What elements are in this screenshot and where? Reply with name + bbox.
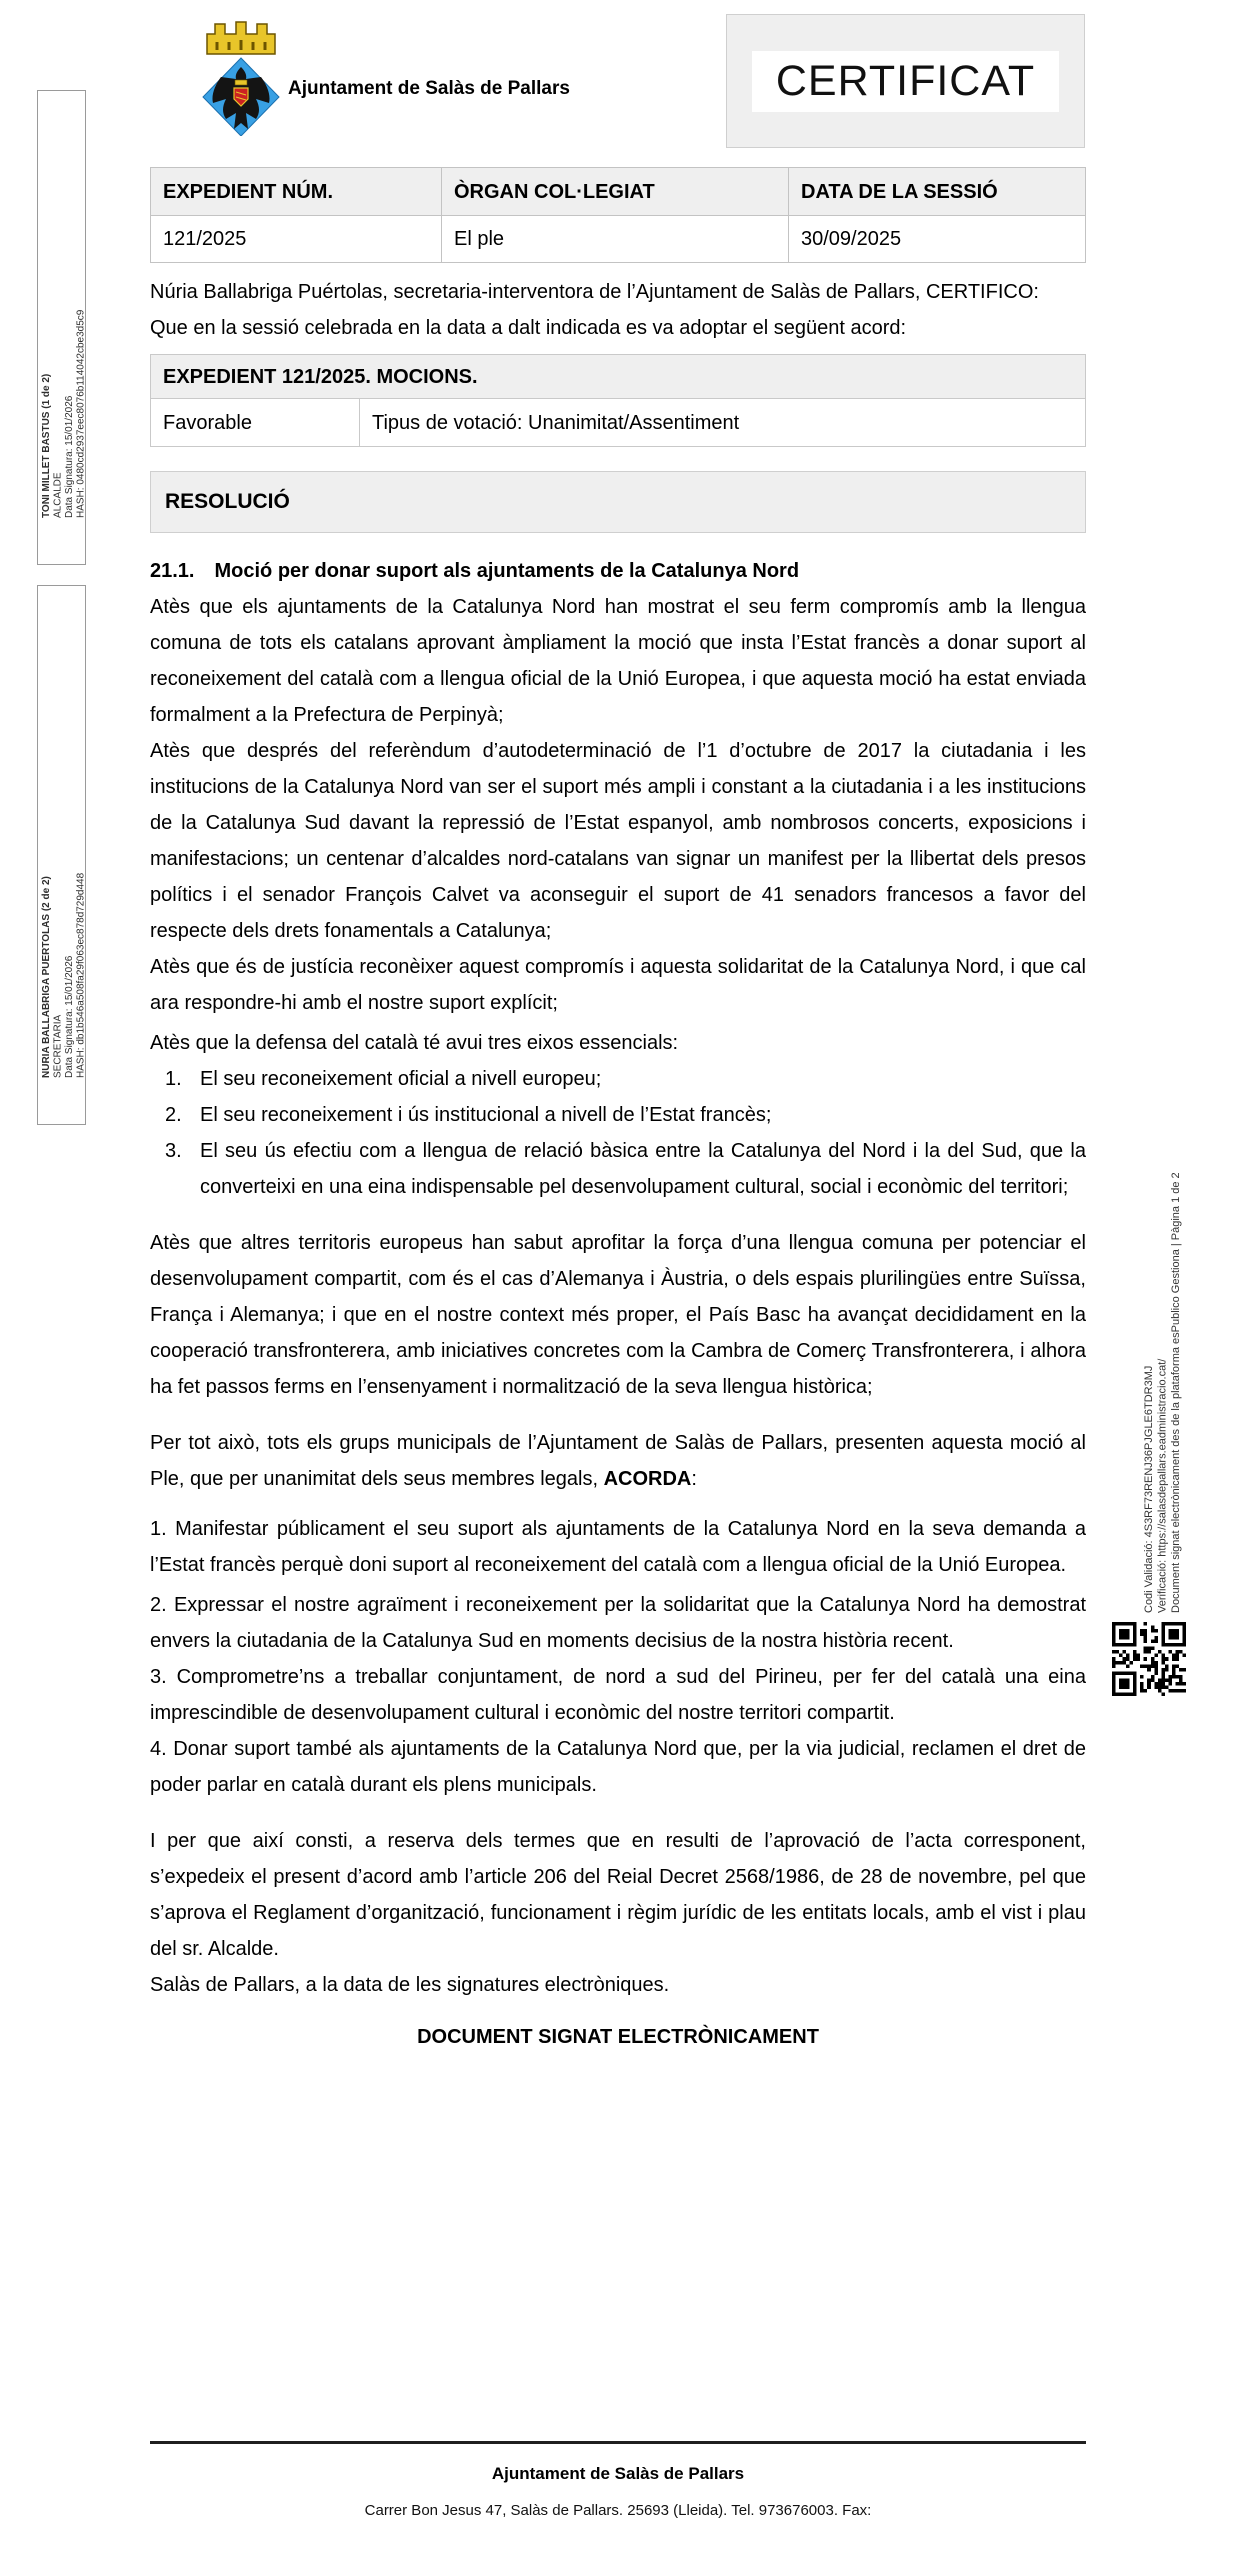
col-session-date: DATA DE LA SESSIÓ xyxy=(789,168,1086,216)
intro-certify-paragraph: Núria Ballabriga Puértolas, secretaria-interventora de l’Ajuntament de Salàs de Pallars, CERTIFICO: xyxy=(150,281,1039,303)
certificate-title-box xyxy=(726,14,1085,148)
agreement-paragraph: 2. Expressar el nostre agraïment i reconeixement per la solidaritat que la Catalunya Nord ha demostrat envers la ciutadania de la Catalunya Sud en moments decisius de la nostra història recent. xyxy=(150,1594,1086,1652)
col-organ: ÒRGAN COL·LEGIAT xyxy=(442,168,789,216)
signature-hash: HASH: db1b546a508fa29f063ec878d729d448 xyxy=(75,872,87,1078)
session-table-header-row xyxy=(151,168,1086,216)
list-item-text: El seu ús efectiu com a llengua de relació bàsica entre la Catalunya del Nord i la del Sud, que la converteixi en una eina indispensable pel desenvolupament cultural, social i econòmic del territori; xyxy=(200,1140,1086,1198)
list-item-number: 2. xyxy=(165,1104,182,1126)
agreement-paragraph: 3. Comprometre’ns a treballar conjuntament, de nord a sud del Pirineu, per fer del català una eina imprescindible de desenvolupament cultural i econòmic del nostre territori compartit. xyxy=(150,1666,1086,1724)
list-item xyxy=(165,1133,1086,1205)
whereas-paragraph: Atès que els ajuntaments de la Catalunya Nord han mostrat el seu ferm compromís amb la llengua comuna de tots els catalans aprovant àmpliament la moció que insta l’Estat francès a donar suport al reconeixement del català com a llengua oficial de la Unió Europea, i que aquesta moció ha estat enviada formalment a la Prefectura de Perpinyà; xyxy=(150,596,1086,726)
signer-role: SECRETARIA xyxy=(52,1014,64,1078)
whereas-paragraph: Atès que és de justícia reconèixer aquest compromís i aquesta solidaritat de la Catalunya Nord, i que cal ara respondre-hi amb el nostre suport explícit; xyxy=(150,956,1086,1014)
closing-paragraph: I per que així consti, a reserva dels termes que en resulti de l’aprovació de l’acta corresponent, s’expedeix el present d’acord amb l’article 206 del Reial Decret 2568/1986, de 28 de novembre, pel que s’aprova el Reglament d’organització, funcionament i règim jurídic de les entitats locals, amb el vist i plau del sr. Alcalde. xyxy=(150,1830,1086,1960)
acorda-paragraph xyxy=(150,1425,1086,1497)
signature-date: Data Signatura: 15/01/2026 xyxy=(64,955,75,1078)
whereas-paragraph: Atès que la defensa del català té avui tres eixos essencials: xyxy=(150,1032,679,1054)
organ-value: El ple xyxy=(442,216,789,263)
signature-stamp-text xyxy=(38,586,85,1124)
list-item-text: El seu reconeixement i ús institucional a nivell de l’Estat francès; xyxy=(200,1104,772,1126)
acorda-after: : xyxy=(691,1468,697,1490)
vote-result: Favorable xyxy=(151,399,360,447)
expedient-title: EXPEDIENT 121/2025. MOCIONS. xyxy=(151,355,1086,399)
signature-stamp-secretary xyxy=(37,585,86,1125)
session-info-table xyxy=(150,167,1086,263)
section-heading xyxy=(150,553,1086,589)
expedient-vote-row xyxy=(151,399,1086,447)
essential-axes-list xyxy=(150,1061,1086,1205)
signer-name: TONI MILLET BASTUS (1 de 2) xyxy=(41,373,52,518)
resolution-box xyxy=(150,471,1086,533)
acorda-keyword: ACORDA xyxy=(603,1468,692,1490)
whereas-paragraph: Atès que altres territoris europeus han sabut aprofitar la força d’una llengua comuna per potenciar el desenvolupament compartit, com és el cas d’Alemanya i Àustria, o dels espais plurilingües entre Suïssa, França i Alemanya; i que en el nostre context més proper, el País Basc ha avançat decididament en la cooperació transfronterera, amb iniciatives concretes com la Cambra de Comerç Transfronterera, i alhora ha fet passos ferms en l’ensenyament i normalització de la seva llengua històrica; xyxy=(150,1232,1086,1398)
agreement-paragraph: 4. Donar suport també als ajuntaments de la Catalunya Nord que, per la via judicial, reclamen el dret de poder parlar en català durant els plens municipals. xyxy=(150,1738,1086,1796)
validation-code: Codi Validació: 4S3RF73RENJ36PJGLE6TDR3MJ xyxy=(1143,1365,1155,1613)
acorda-before: Per tot això, tots els grups municipals de l’Ajuntament de Salàs de Pallars, presenten aquesta moció al Ple, que per unanimitat dels seus membres legals, xyxy=(150,1432,1086,1490)
certificate-title: CERTIFICAT xyxy=(752,51,1059,112)
intro-session-paragraph: Que en la sessió celebrada en la data a dalt indicada es va adoptar el següent acord: xyxy=(150,317,907,339)
validation-margin-text xyxy=(1143,1075,1189,1613)
whereas-paragraph: Atès que després del referèndum d’autodeterminació de l’1 d’octubre de 2017 la ciutadania i les institucions de la Catalunya Nord van ser el suport més ampli i constant a la ciutadania i a les institucions de la Catalunya Sud davant la repressió de l’Estat espanyol, amb nombrosos concerts, exposicions i manifestacions; un centenar d’alcaldes nord-catalans van signar un manifest per la llibertat dels presos polítics i el senador François Calvet va aconseguir el suport de 41 senadors francesos a favor del respecte dels drets fonamentals a Catalunya; xyxy=(150,740,1086,942)
vote-type: Tipus de votació: Unanimitat/Assentiment xyxy=(360,399,1086,447)
session-table-value-row xyxy=(151,216,1086,263)
list-item xyxy=(165,1097,1086,1133)
col-expedient-num: EXPEDIENT NÚM. xyxy=(151,168,442,216)
signer-name: NURIA BALLABRIGA PUERTOLAS (2 de 2) xyxy=(41,876,52,1078)
electronically-signed-notice: DOCUMENT SIGNAT ELECTRÒNICAMENT xyxy=(417,2026,819,2048)
footer-divider xyxy=(150,2441,1086,2444)
expedient-num-value: 121/2025 xyxy=(151,216,442,263)
closing-place-paragraph: Salàs de Pallars, a la data de les signatures electròniques. xyxy=(150,1974,670,1996)
footer-address: Carrer Bon Jesus 47, Salàs de Pallars. 25693 (Lleida). Tel. 973676003. Fax: xyxy=(364,2502,872,2519)
header-org-name: Ajuntament de Salàs de Pallars xyxy=(288,78,570,99)
list-item-number: 1. xyxy=(165,1068,182,1090)
list-item xyxy=(165,1061,1086,1097)
list-item-text: El seu reconeixement oficial a nivell europeu; xyxy=(200,1068,602,1090)
section-title: Moció per donar suport als ajuntaments de la Catalunya Nord xyxy=(214,560,800,582)
resolution-box-title: RESOLUCIÓ xyxy=(165,490,290,513)
footer-org-name: Ajuntament de Salàs de Pallars xyxy=(491,2464,745,2483)
agreement-paragraph: 1. Manifestar públicament el seu suport als ajuntaments de la Catalunya Nord en la seva demanda a l’Estat francès perquè doni suport al reconeixement del català com a llengua oficial de la Unió Europea. xyxy=(150,1518,1086,1576)
signer-role: ALCALDE xyxy=(52,472,64,518)
verification-url: Verificació: https://salasdepallars.eadministracio.cat/ xyxy=(1156,1358,1169,1613)
expedient-result-table xyxy=(150,354,1086,447)
list-item-number: 3. xyxy=(165,1140,182,1162)
coat-of-arms-icon xyxy=(193,12,289,136)
platform-page-note: Document signat electrònicament des de la plataforma esPublico Gestiona | Pàgina 1 de 2 xyxy=(1170,1172,1182,1613)
expedient-title-row xyxy=(151,355,1086,399)
section-number: 21.1. xyxy=(150,560,195,582)
signature-date: Data Signatura: 15/01/2026 xyxy=(64,395,75,518)
signature-stamp-text xyxy=(38,91,85,564)
document-body xyxy=(150,167,1086,2075)
signature-stamp-mayor xyxy=(37,90,86,565)
verification-qr-icon xyxy=(1112,1622,1186,1696)
session-date-value: 30/09/2025 xyxy=(789,216,1086,263)
signature-hash: HASH: 0480cd2937eec8076b114042cbe3d5c9 xyxy=(75,309,87,518)
